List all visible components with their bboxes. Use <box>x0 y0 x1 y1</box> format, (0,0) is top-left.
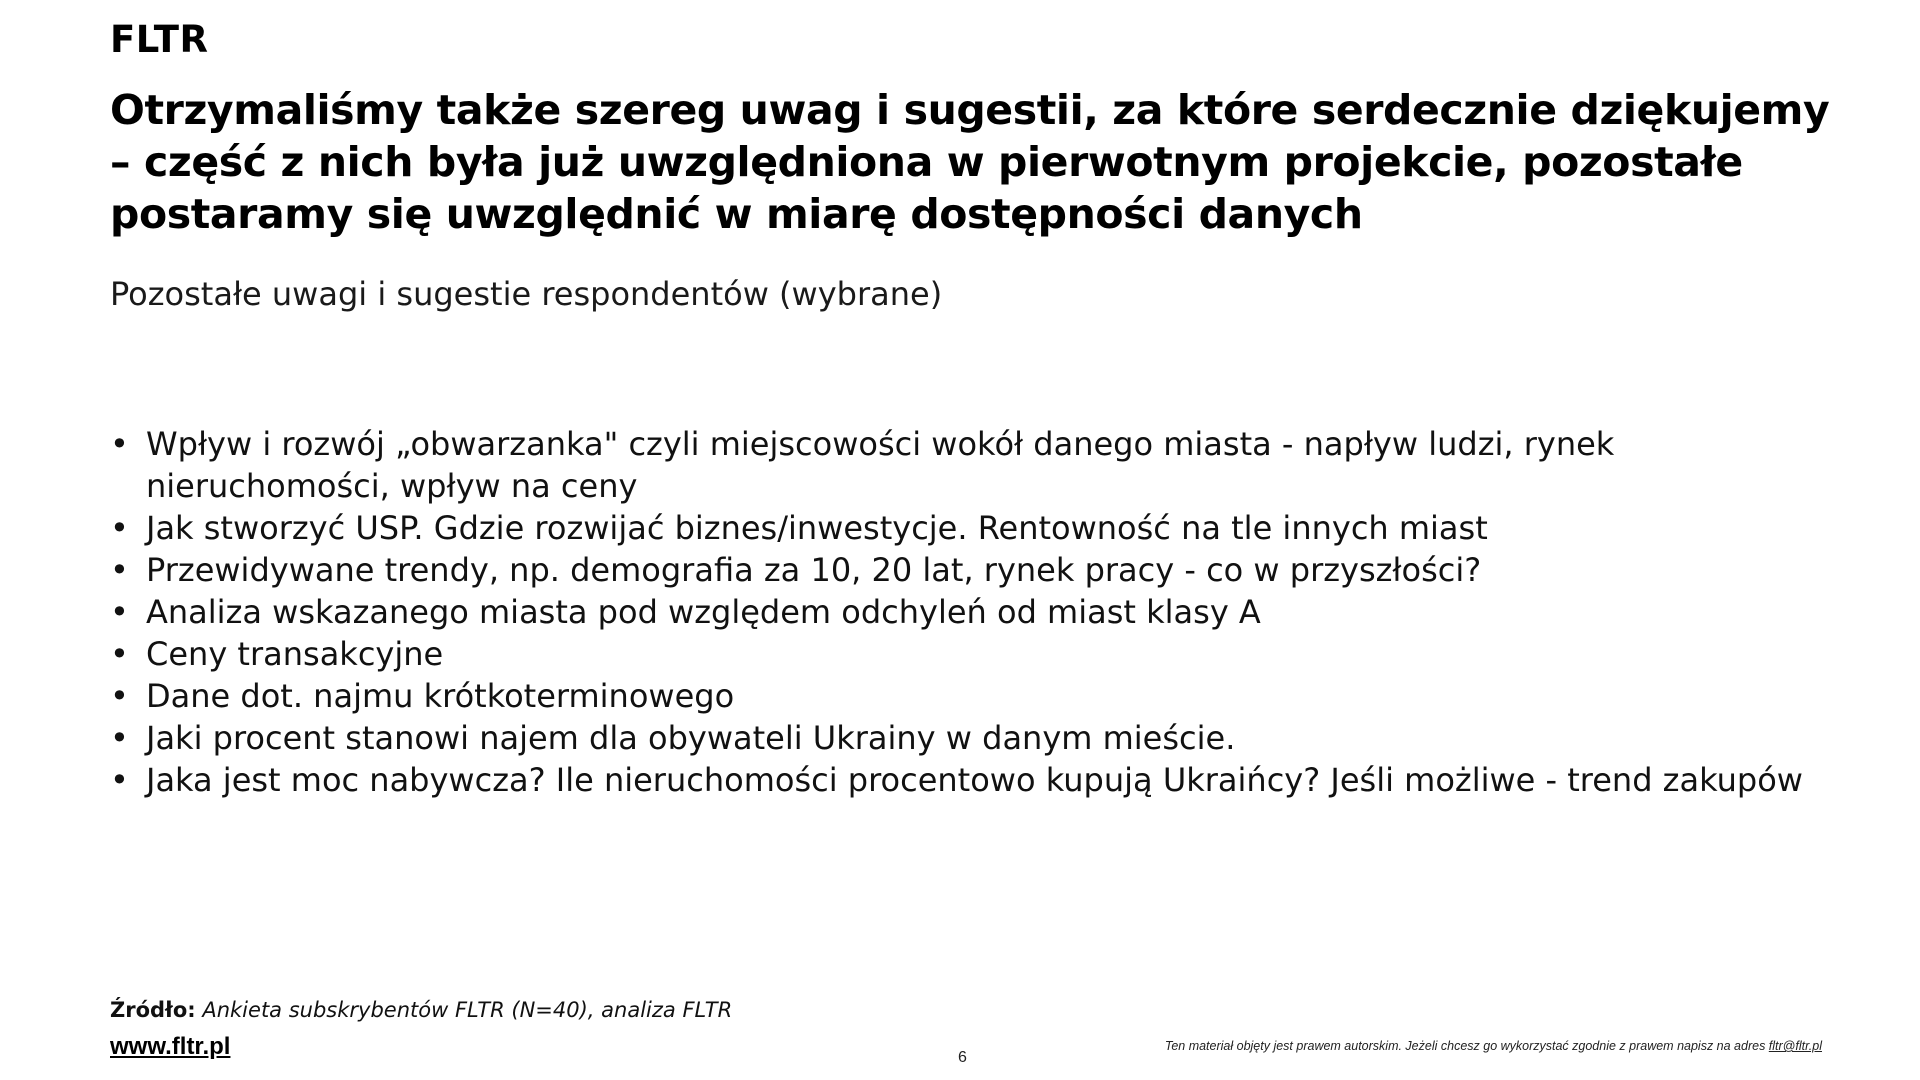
list-item-text: Przewidywane trendy, np. demografia za 10, 20 lat, rynek pracy - co w przyszłości? <box>146 551 1482 589</box>
list-item-text: Jaka jest moc nabywcza? Ile nieruchomości procentowo kupują Ukraińcy? Jeśli możliwe - trend zakupów <box>146 761 1803 799</box>
list-item <box>110 759 1850 801</box>
list-item <box>110 675 1850 717</box>
list-item <box>110 423 1850 507</box>
list-item-text: Dane dot. najmu krótkoterminowego <box>146 677 735 715</box>
bullet-icon: • <box>110 761 129 799</box>
bullet-icon: • <box>110 593 129 631</box>
list-item-text: Jak stworzyć USP. Gdzie rozwijać biznes/inwestycje. Rentowność na tle innych miast <box>146 509 1488 547</box>
list-item-text: Analiza wskazanego miasta pod względem odchyleń od miast klasy A <box>146 593 1261 631</box>
bullet-icon: • <box>110 635 129 673</box>
page-title: Otrzymaliśmy także szereg uwag i sugestii, za które serdecznie dziękujemy – część z nich była już uwzględniona w pierwotnym projekcie, pozostałe postaramy się uwzględnić w miarę dostępności danych <box>110 86 1830 238</box>
email-link[interactable]: fltr@fltr.pl <box>1768 1039 1822 1053</box>
suggestions-list <box>110 423 1850 801</box>
list-item <box>110 591 1850 633</box>
website-link[interactable]: www.fltr.pl <box>110 1033 231 1060</box>
copyright-text: Ten materiał objęty jest prawem autorskim. Jeżeli chcesz go wykorzystać zgodnie z prawem napisz na adres <box>1164 1039 1769 1053</box>
bullet-icon: • <box>110 425 129 463</box>
bullet-icon: • <box>110 551 129 589</box>
list-item <box>110 633 1850 675</box>
source-label: Źródło: <box>110 998 196 1022</box>
list-item <box>110 717 1850 759</box>
list-item <box>110 549 1850 591</box>
bullet-icon: • <box>110 719 129 757</box>
list-item-text: Ceny transakcyjne <box>146 635 444 673</box>
page-number: 6 <box>958 1049 967 1066</box>
bullet-icon: • <box>110 677 129 715</box>
copyright-notice <box>1165 1039 1822 1053</box>
source-text: Ankieta subskrybentów FLTR (N=40), analiza FLTR <box>195 998 733 1022</box>
list-item <box>110 507 1850 549</box>
brand-logo-text: FLTR <box>110 18 209 61</box>
list-item-text: Wpływ i rozwój „obwarzanka" czyli miejscowości wokół danego miasta - napływ ludzi, rynek nieruchomości, wpływ na ceny <box>146 425 1615 505</box>
list-item-text: Jaki procent stanowi najem dla obywateli Ukrainy w danym mieście. <box>146 719 1236 757</box>
source-note <box>110 998 732 1022</box>
section-subtitle: Pozostałe uwagi i sugestie respondentów (wybrane) <box>110 275 943 313</box>
bullet-icon: • <box>110 509 129 547</box>
